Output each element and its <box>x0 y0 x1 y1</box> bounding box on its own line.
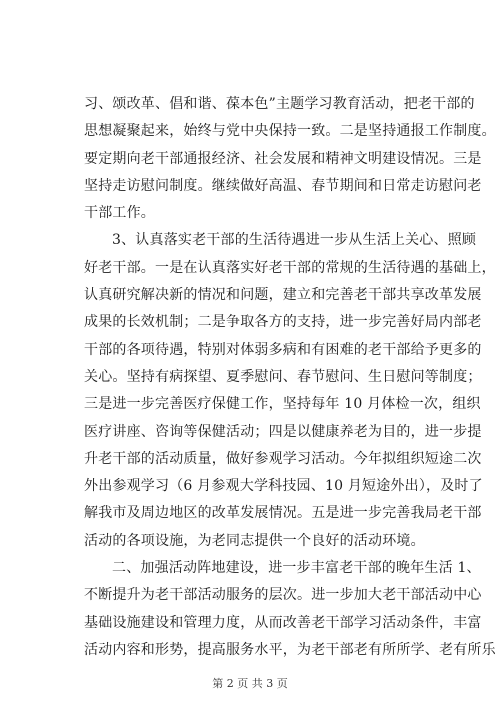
text-line: 医疗讲座、咨询等保健活动；四是以健康养老为目的，进一步提 <box>84 423 482 440</box>
text-line: 活动的各项设施，为老同志提供一个良好的活动环境。 <box>84 532 425 549</box>
text-line: 二、加强活动阵地建设，进一步丰富老干部的晚年生活 1、 <box>112 560 481 577</box>
text-line: 关心。坚持有病探望、夏季慰问、春节慰问、生日慰问等制度； <box>84 368 482 385</box>
text-line: 外出参观学习（6 月参观大学科技园、10 月短途外出），及时了 <box>84 478 483 495</box>
text-line: 活动内容和形势，提高服务水平，为老干部老有所所学、老有所乐 <box>84 641 496 658</box>
text-line: 干部的各项待遇，特别对体弱多病和有困难的老干部给予更多的 <box>84 341 482 358</box>
text-line: 坚持走访慰问制度。继续做好高温、春节期间和日常走访慰问老 <box>84 177 482 194</box>
document-body <box>84 91 496 664</box>
text-line: 认真研究解决新的情况和问题，建立和完善老干部共享改革发展 <box>84 287 482 304</box>
text-line: 好老干部。一是在认真落实好老干部的常规的生活待遇的基础上， <box>84 259 496 276</box>
text-line: 习、颂改革、倡和谐、葆本色”主题学习教育活动，把老干部的 <box>84 96 475 112</box>
text-line: 基础设施建设和管理力度，从而改善老干部学习活动条件，丰富 <box>84 614 482 631</box>
text-line: 要定期向老干部通报经济、社会发展和精神文明建设情况。三是 <box>84 150 482 167</box>
text-line: 升老干部的活动质量，做好参观学习活动。今年拟组织短途二次 <box>84 450 482 467</box>
text-line: 三是进一步完善医疗保健工作，坚持每年 10 月体检一次，组织 <box>84 396 481 413</box>
text-line: 成果的长效机制；二是争取各方的支持，进一步完善好局内部老 <box>84 314 482 331</box>
text-line: 思想凝聚起来，始终与党中央保持一致。二是坚持通报工作制度。 <box>84 123 496 140</box>
text-line: 解我市及周边地区的改革发展情况。五是进一步完善我局老干部 <box>84 505 482 522</box>
text-line: 不断提升为老干部活动服务的层次。进一步加大老干部活动中心 <box>84 587 482 604</box>
text-line: 3、认真落实老干部的生活待遇进一步从生活上关心、照顾 <box>112 232 477 249</box>
page-number: 第 2 页 共 3 页 <box>212 677 288 690</box>
text-line: 干部工作。 <box>84 205 155 222</box>
